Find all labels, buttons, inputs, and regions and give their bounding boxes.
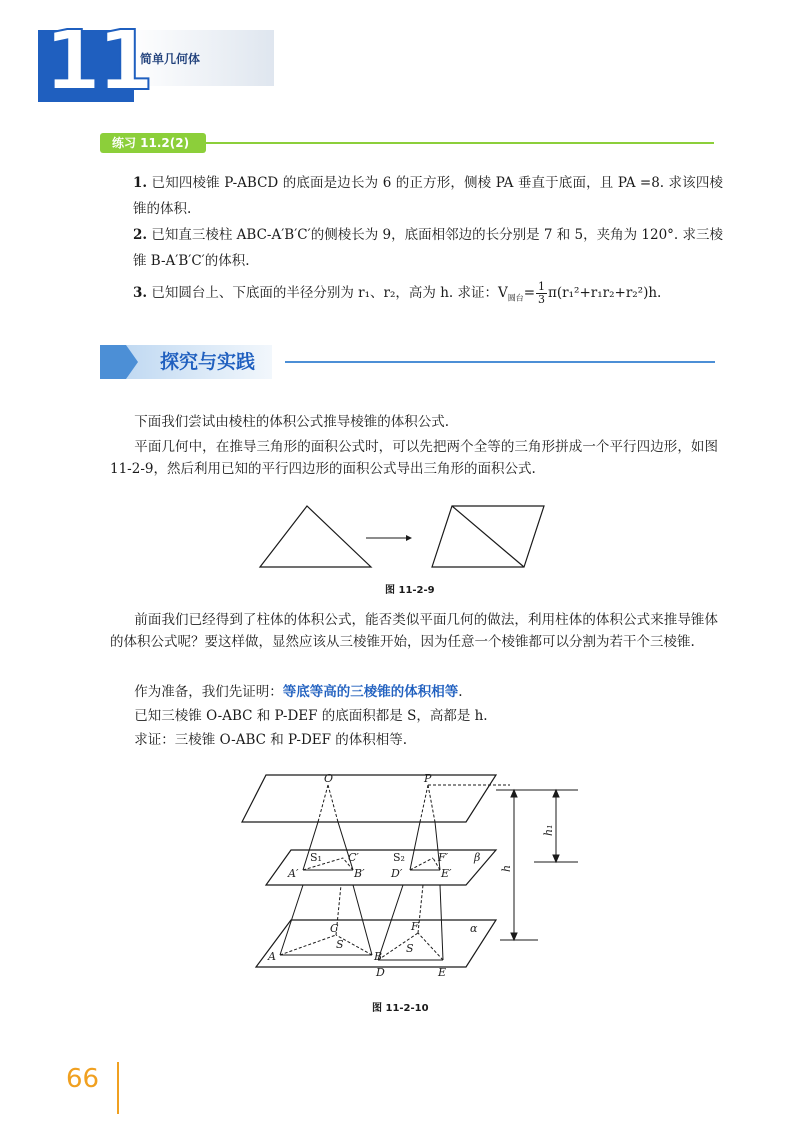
triangle-shape: [260, 506, 371, 567]
top-plane: [242, 775, 496, 822]
label-alpha: α: [470, 922, 478, 935]
label-a-prime: A′: [288, 867, 299, 880]
label-e-prime: E′: [441, 867, 452, 880]
label-h: h: [500, 864, 513, 872]
paragraph-volume: 前面我们已经得到了柱体的体积公式，能否类似平面几何的做法，利用柱体的体积公式来推导锥体的体积公式呢？要这样做，显然应该从三棱锥开始，因为任意一个棱锥都可以分割为若干个三棱锥.: [110, 612, 718, 650]
label-s-left: S: [336, 938, 344, 951]
label-c-prime: C′: [348, 851, 359, 864]
fraction-denominator: 3: [538, 293, 546, 306]
problem-1: [133, 170, 723, 222]
problem-number: 2.: [133, 227, 148, 243]
formula-subscript: 圆台: [507, 293, 524, 303]
fraction-numerator: 1: [538, 280, 546, 293]
section-divider: [285, 361, 715, 363]
formula-equals: =: [523, 285, 536, 301]
label-b: B: [374, 950, 383, 963]
paragraph-prove: 求证：三棱锥 O-ABC 和 P-DEF 的体积相等.: [134, 732, 408, 748]
label-b-prime: B′: [354, 867, 365, 880]
preparation-text: 作为准备，我们先证明：: [134, 684, 283, 700]
parallelogram-diagonal: [452, 506, 524, 567]
problem-text: 已知直三棱柱 ABC-A′B′C′的侧棱长为 9，底面相邻边的长分别是 7 和 5，夹角为 120°. 求三棱锥 B-A′B′C′的体积.: [133, 227, 724, 269]
highlighted-theorem: 等底等高的三棱锥的体积相等: [282, 684, 459, 700]
problem-3: [133, 280, 723, 312]
figure-11-2-9: [256, 500, 556, 575]
figure-caption: 图 11-2-10: [372, 1003, 429, 1014]
label-d: D: [376, 966, 385, 979]
label-a: A: [268, 950, 276, 963]
formula-fraction: [536, 281, 547, 306]
section-arrow-icon: [100, 345, 140, 379]
exercise-tag: 练习 11.2(2): [100, 133, 206, 153]
paragraph-intro: 下面我们尝试由棱柱的体积公式推导棱锥的体积公式.: [134, 414, 450, 430]
problem-number: 1.: [133, 175, 148, 191]
label-c: C: [330, 922, 339, 935]
chapter-title: 简单几何体: [140, 52, 201, 66]
preparation-end: .: [458, 684, 463, 700]
problem-2: [133, 222, 723, 274]
page-number: 66: [66, 1064, 100, 1094]
label-f: F: [411, 920, 419, 933]
chapter-number: 11: [44, 14, 151, 109]
label-o: O: [324, 772, 334, 785]
exercise-divider: [206, 142, 714, 144]
problem-number: 3.: [133, 285, 148, 301]
label-d-prime: D′: [391, 867, 403, 880]
figure-caption: 图 11-2-9: [385, 585, 435, 596]
label-s2: S₂: [393, 851, 405, 864]
page-number-bar: [117, 1062, 119, 1114]
label-beta: β: [474, 851, 481, 864]
paragraph-given: 已知三棱锥 O-ABC 和 P-DEF 的底面积都是 S，高都是 h.: [134, 708, 488, 724]
middle-plane-beta: [266, 850, 496, 885]
problem-text: 已知圆台上、下底面的半径分别为 r₁、r₂，高为 h. 求证：V: [151, 285, 508, 301]
paragraph-plane-geometry: 平面几何中，在推导三角形的面积公式时，可以先把两个全等的三角形拼成一个平行四边形，如图 11-2-9，然后利用已知的平行四边形的面积公式导出三角形的面积公式.: [110, 439, 718, 477]
section-title: 探究与实践: [160, 351, 256, 373]
label-e: E: [438, 966, 447, 979]
problem-text: 已知四棱锥 P-ABCD 的底面是边长为 6 的正方形，侧棱 PA 垂直于底面，且 PA =8. 求该四棱锥的体积.: [133, 175, 723, 217]
paragraph-preparation: [110, 681, 718, 703]
formula-rest: π(r₁²+r₁r₂+r₂²)h.: [548, 285, 662, 301]
label-s1: S₁: [310, 851, 322, 864]
label-f-prime: F′: [438, 851, 449, 864]
label-s-right: S: [406, 942, 414, 955]
label-h1: h₁: [542, 824, 555, 836]
arrow-head: [406, 535, 412, 541]
label-p: P: [424, 772, 432, 785]
figure-11-2-10: [238, 770, 578, 980]
